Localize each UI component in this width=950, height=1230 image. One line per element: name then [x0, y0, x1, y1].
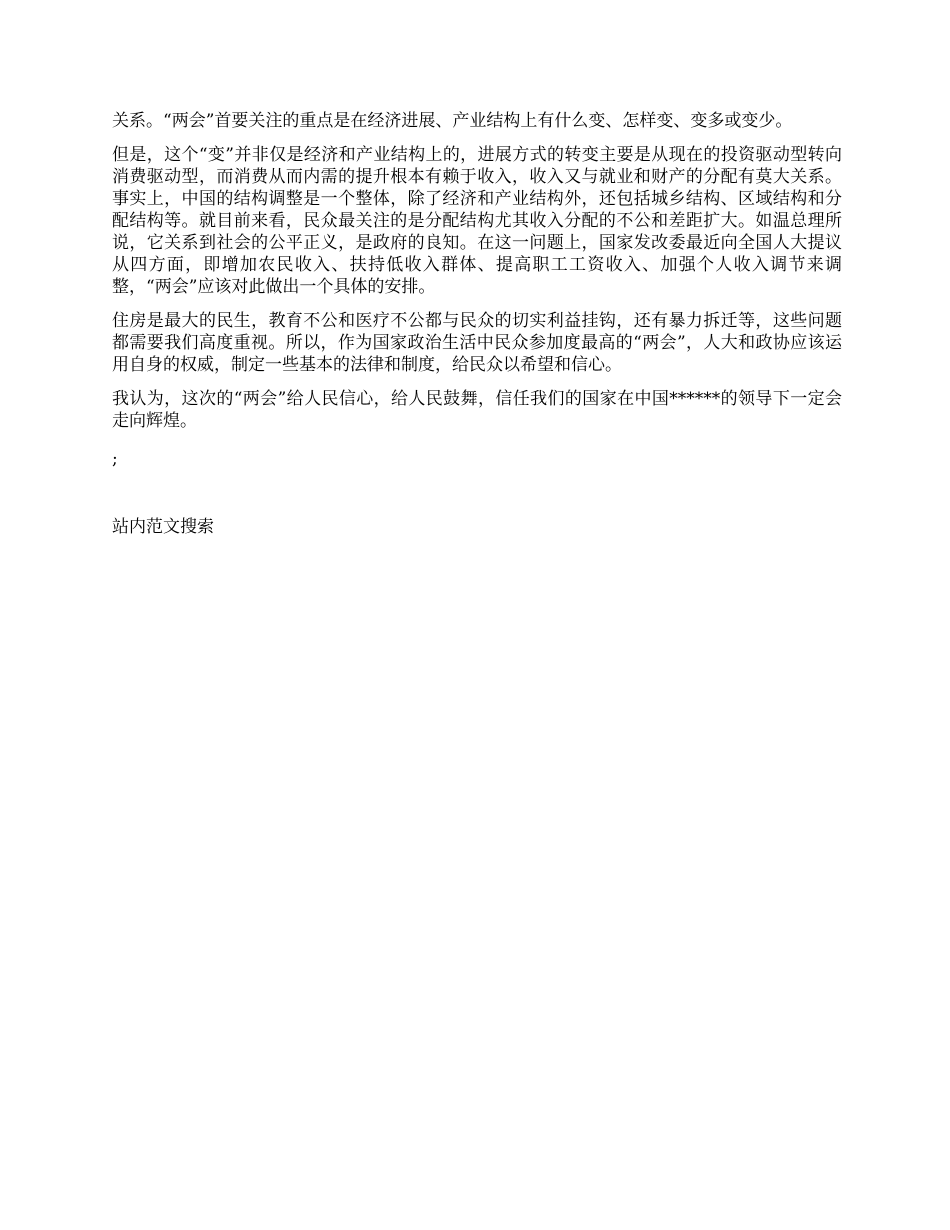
document-body — [112, 110, 842, 538]
paragraph-2: 但是，这个“变”并非仅是经济和产业结构上的，进展方式的转变主要是从现在的投资驱动型转向消费驱动型，而消费从而内需的提升根本有赖于收入，收入又与就业和财产的分配有莫大关系。事实上，中国的结构调整是一个整体，除了经济和产业结构外，还包括城乡结构、区域结构和分配结构等。就目前来看，民众最关注的是分配结构尤其收入分配的不公和差距扩大。如温总理所说，它关系到社会的公平正义，是政府的良知。在这一问题上，国家发改委最近向全国人大提议从四方面，即增加农民收入、扶持低收入群体、提高职工工资收入、加强个人收入调节来调整，“两会”应该对此做出一个具体的安排。 — [112, 145, 842, 297]
paragraph-1: 关系。“两会”首要关注的重点是在经济进展、产业结构上有什么变、怎样变、变多或变少。 — [112, 111, 793, 131]
paragraph-3: 住房是最大的民生，教育不公和医疗不公都与民众的切实利益挂钩，还有暴力拆迁等，这些问题都需要我们高度重视。所以，作为国家政治生活中民众参加度最高的“两会”，人大和政协应该运用自身的权威，制定一些基本的法律和制度，给民众以希望和信心。 — [112, 311, 842, 375]
paragraph-4: 我认为，这次的“两会”给人民信心，给人民鼓舞，信任我们的国家在中国******的领导下一定会走向辉煌。 — [112, 389, 842, 431]
site-search-link[interactable]: 站内范文搜索 — [112, 517, 214, 537]
semicolon-line: ; — [112, 449, 118, 469]
